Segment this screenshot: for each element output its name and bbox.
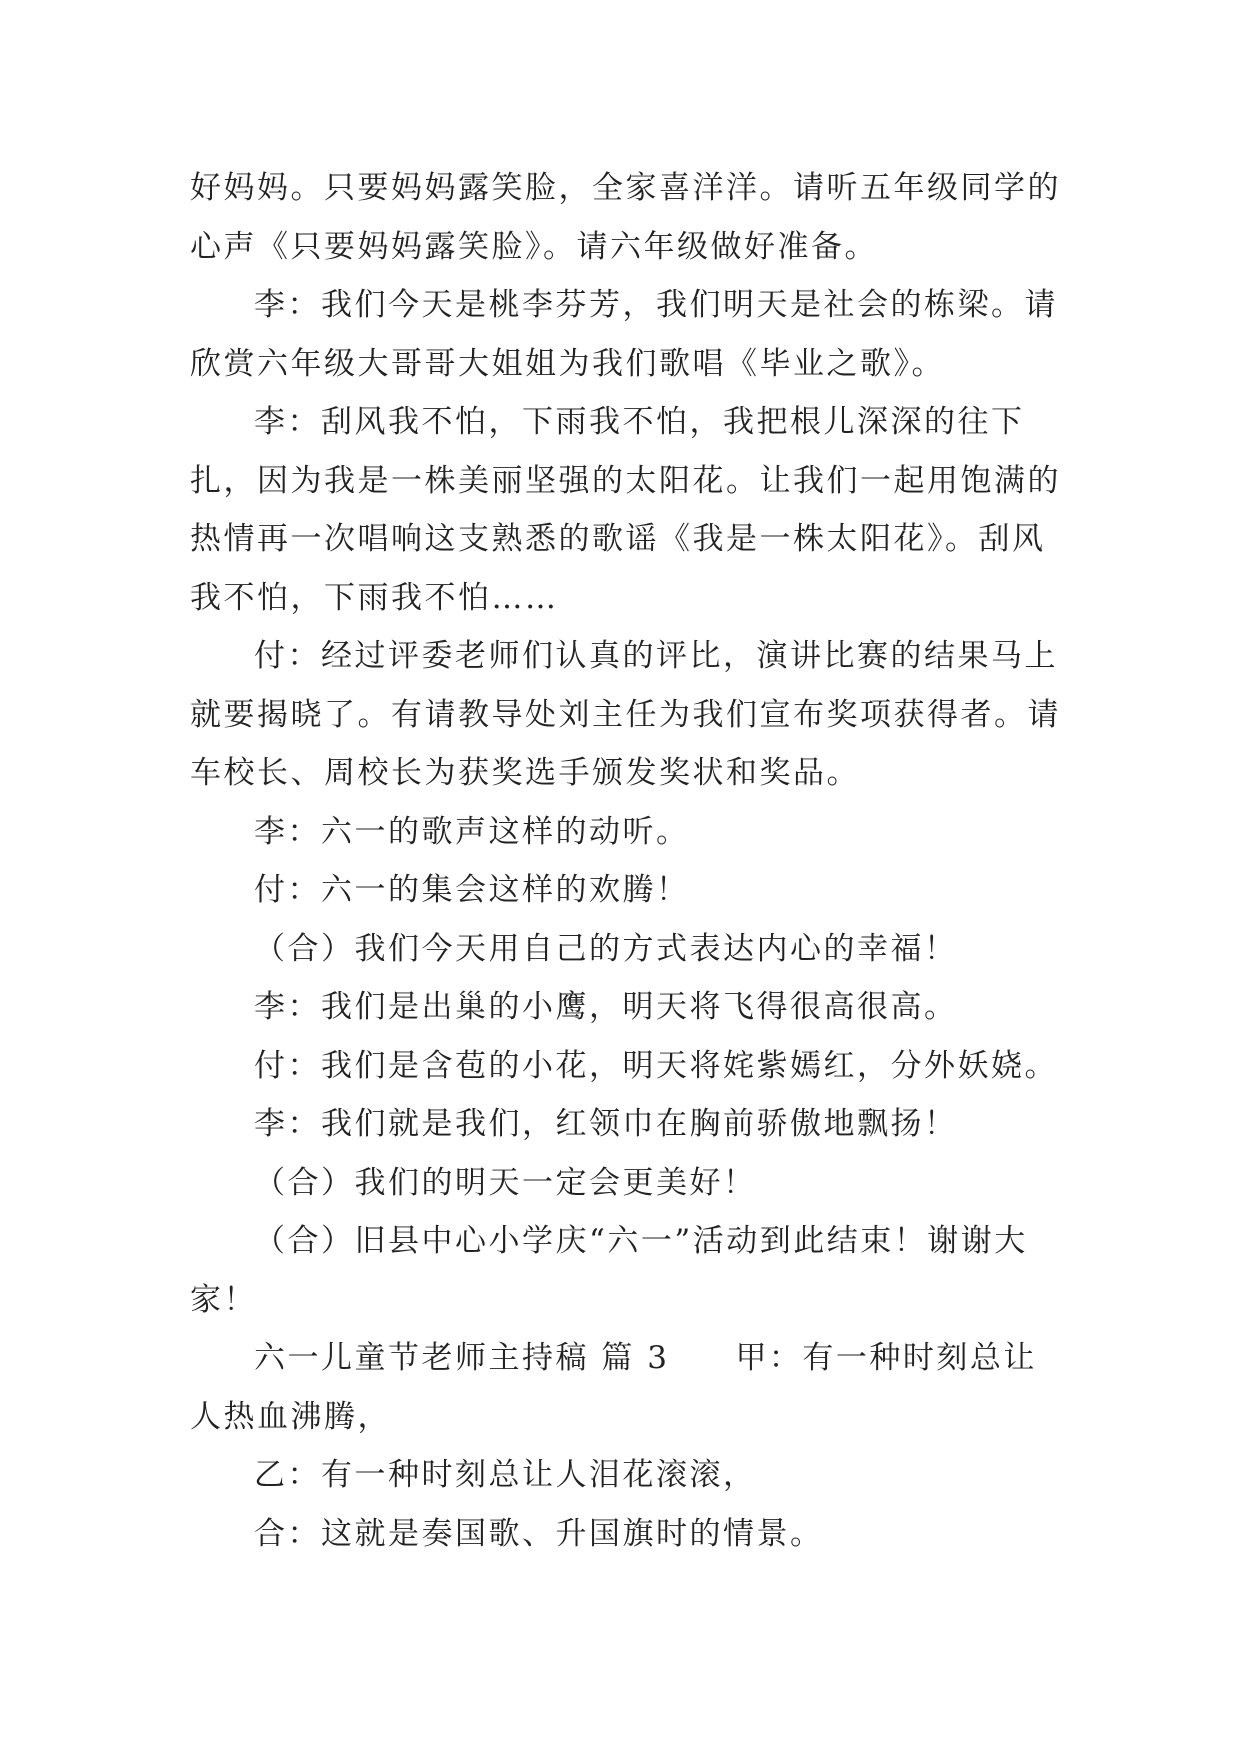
section-title: 六一儿童节老师主持稿 篇 3	[254, 1340, 670, 1376]
paragraph: （合）我们今天用自己的方式表达内心的幸福！	[254, 930, 958, 967]
document-body	[190, 159, 1070, 1563]
paragraph: 好妈妈。只要妈妈露笑脸，全家喜洋洋。请听五年级同学的心声《只要妈妈露笑脸》。请六年级做好准备。	[190, 170, 1061, 265]
paragraph: 乙：有一种时刻总让人泪花滚滚，	[254, 1457, 757, 1493]
paragraph: 付：我们是含苞的小花，明天将姹紫嫣红，分外妖娆。	[254, 1047, 1058, 1084]
paragraph: 李：六一的歌声这样的动听。	[254, 813, 690, 850]
section-paragraph	[190, 1329, 1070, 1446]
paragraph: 付：经过评委老师们认真的评比，演讲比赛的结果马上就要揭晓了。有请教导处刘主任为我们宣布奖项获得者。请车校长、周校长为获奖选手颁发奖状和奖品。	[190, 638, 1061, 791]
paragraph: 李：我们就是我们，红领巾在胸前骄傲地飘扬！	[254, 1106, 958, 1142]
paragraph: 李：刮风我不怕，下雨我不怕，我把根儿深深的往下扎，因为我是一株美丽坚强的太阳花。让我们一起用饱满的热情再一次唱响这支熟悉的歌谣《我是一株太阳花》。刮风我不怕，下雨我不怕……	[190, 404, 1061, 616]
paragraph: 付：六一的集会这样的欢腾！	[254, 872, 690, 908]
paragraph: 李：我们今天是桃李芬芳，我们明天是社会的栋梁。请欣赏六年级大哥哥大姐姐为我们歌唱《毕业之歌》。	[190, 287, 1058, 382]
paragraph: 合：这就是奏国歌、升国旗时的情景。	[254, 1515, 824, 1552]
paragraph: （合）我们的明天一定会更美好！	[254, 1164, 757, 1201]
section-text: 甲：有一种时刻总让人热血沸腾，	[190, 1340, 1037, 1435]
paragraph: （合）旧县中心小学庆“六一”活动到此结束！谢谢大家！	[190, 1223, 1028, 1318]
paragraph: 李：我们是出巢的小鹰，明天将飞得很高很高。	[254, 989, 958, 1025]
